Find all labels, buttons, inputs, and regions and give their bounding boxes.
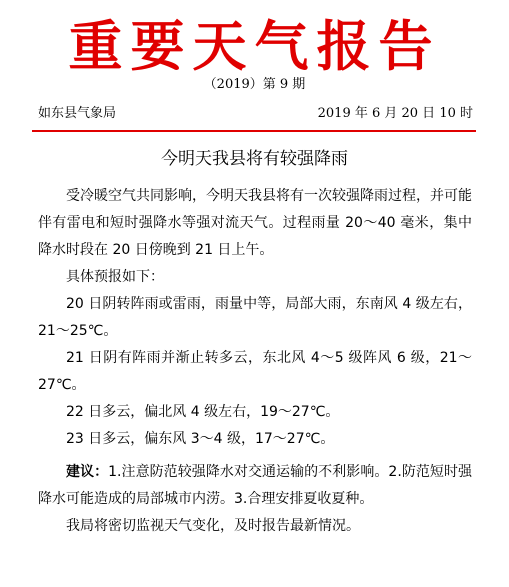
forecast-day-22: 22 日多云，偏北风 4 级左右，19～27℃。: [66, 404, 340, 420]
advice-text: 1.注意防范较强降水对交通运输的不利影响。2.防范短时强降水可能造成的局部城市内涝。3.合理安排夏收夏种。: [38, 464, 472, 507]
advice-paragraph: [38, 459, 472, 513]
report-body: [38, 183, 472, 540]
report-masthead-title: 重要天气报告: [68, 15, 441, 78]
issue-line: [0, 76, 509, 94]
red-divider: [32, 130, 476, 132]
intro-paragraph: 受冷暖空气共同影响，今明天我县将有一次较强降雨过程，并可能伴有雷电和短时强降水等强对流天气。过程雨量 20～40 毫米，集中降水时段在 20 日傍晚到 21 日上午。: [38, 188, 472, 258]
forecast-heading: 具体预报如下：: [66, 269, 164, 285]
issue-year: （2019）: [203, 77, 263, 92]
forecast-day-20: 20 日阴转阵雨或雷雨，雨量中等，局部大雨，东南风 4 级左右，21～25℃。: [38, 296, 472, 339]
issuer: 如东县气象局: [38, 106, 117, 121]
forecast-day-23: 23 日多云，偏东风 3～4 级，17～27℃。: [66, 431, 335, 447]
issue-datetime: 2019 年 6 月 20 日 10 时: [317, 106, 473, 121]
report-headline: 今明天我县将有较强降雨: [161, 149, 348, 169]
meta-row: [38, 104, 473, 124]
issue-number: 第 9 期: [262, 77, 306, 92]
advice-label: 建议：: [66, 464, 109, 480]
forecast-day-21: 21 日阴有阵雨并渐止转多云，东北风 4～5 级阵风 6 级，21～27℃。: [38, 350, 472, 393]
closing-paragraph: 我局将密切监视天气变化，及时报告最新情况。: [66, 518, 360, 534]
